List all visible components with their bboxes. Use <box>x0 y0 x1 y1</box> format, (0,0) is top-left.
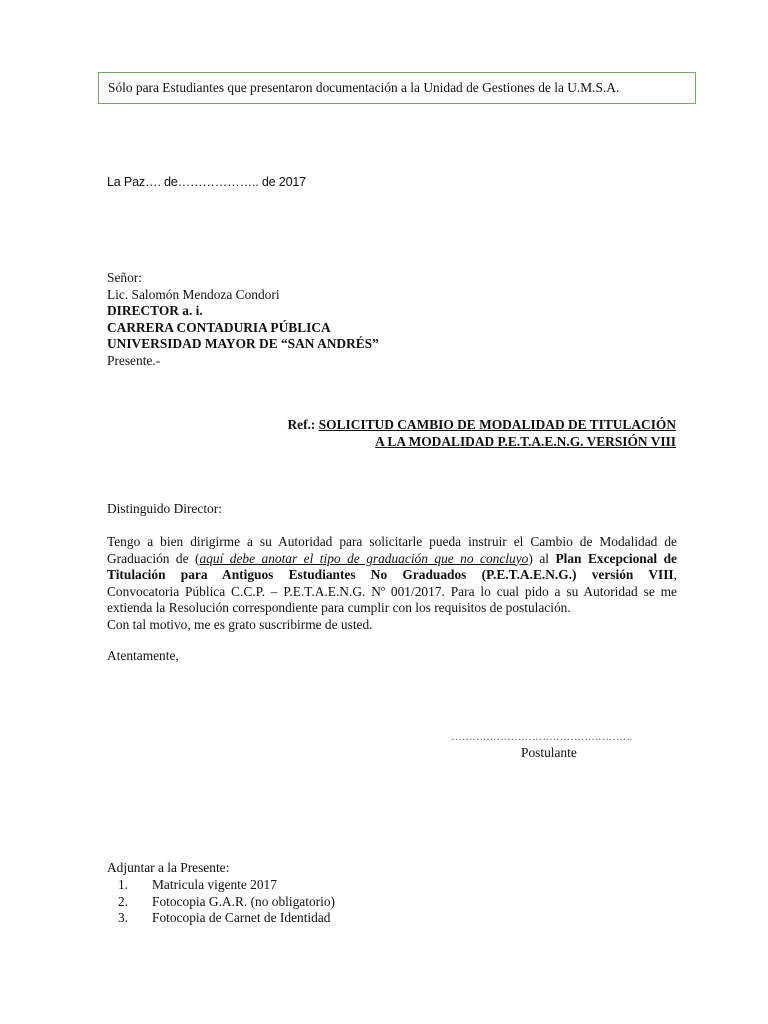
recipient-block <box>107 270 379 369</box>
placeholder-open-paren: ( <box>195 550 200 566</box>
attachments-title: Adjuntar a la Presente: <box>107 860 230 875</box>
signature-line: ……………………………………………. <box>451 731 632 743</box>
recipient-university: UNIVERSIDAD MAYOR DE “SAN ANDRÉS” <box>107 336 379 351</box>
placeholder-close-paren: ) <box>528 550 533 566</box>
recipient-name: Lic. Salomón Mendoza Condori <box>107 286 280 302</box>
closing: Atentamente, <box>107 648 179 663</box>
body-line-6: Con tal motivo, me es grato suscribirme de usted. <box>107 616 373 632</box>
recipient-career: CARRERA CONTADURIA PÚBLICA <box>107 319 331 335</box>
greeting: Distinguido Director: <box>107 501 222 516</box>
notice-text: Sólo para Estudiantes que presentaron documentación a la Unidad de Gestiones de la U.M.S.A. <box>108 80 620 95</box>
plan-name-comma: , <box>673 567 677 582</box>
list-item-text: Fotocopia G.A.R. (no obligatorio) <box>152 893 335 909</box>
graduation-type-placeholder: aquí debe anotar el tipo de graduación que no concluyo <box>199 550 529 566</box>
body-line-5: extienda la Resolución correspondiente para cumplir con los requisitos de postulación. <box>107 600 571 615</box>
plan-name-end: Titulación para Antiguos Estudiantes No Graduados (P.E.T.A.E.N.G.) versión VIII <box>107 567 674 582</box>
list-item-text: Matricula vigente 2017 <box>152 877 277 892</box>
body-line-2 <box>107 551 677 568</box>
plan-name-start: Plan Excepcional de <box>555 550 677 566</box>
list-item-text: Fotocopia de Carnet de Identidad <box>152 910 331 925</box>
salutation: Señor: <box>107 270 142 285</box>
list-item <box>107 910 335 927</box>
list-item-number: 2. <box>117 893 128 909</box>
body-al: al <box>539 550 549 566</box>
body-line-3 <box>107 567 677 584</box>
list-item <box>107 877 335 894</box>
body-line-1: Tengo a bien dirigirme a su Autoridad para solicitarle pueda instruir el Cambio de Modalidad de <box>107 534 677 549</box>
present-line: Presente.- <box>107 352 161 368</box>
list-item-number: 1. <box>117 877 128 892</box>
date-line: La Paz…. de……………….. de 2017 <box>107 175 306 189</box>
signature-label: Postulante <box>521 745 577 760</box>
reference-block <box>287 417 676 450</box>
recipient-role: DIRECTOR a. i. <box>107 303 203 318</box>
list-item-number: 3. <box>117 910 128 925</box>
reference-line-1: SOLICITUD CAMBIO DE MODALIDAD DE TITULACIÓN <box>318 417 676 432</box>
attachments-list <box>107 877 335 927</box>
body-paragraph <box>107 534 677 633</box>
list-item <box>107 894 335 911</box>
reference-label: Ref.: <box>287 417 316 432</box>
reference-line-2: A LA MODALIDAD P.E.T.A.E.N.G. VERSIÓN VIII <box>375 433 676 449</box>
body-graduation-text: Graduación de <box>107 550 189 566</box>
body-line-4: Convocatoria Pública C.C.P. – P.E.T.A.E.N.G. Nº 001/2017. Para lo cual pido a su Autoridad se me <box>107 583 677 599</box>
